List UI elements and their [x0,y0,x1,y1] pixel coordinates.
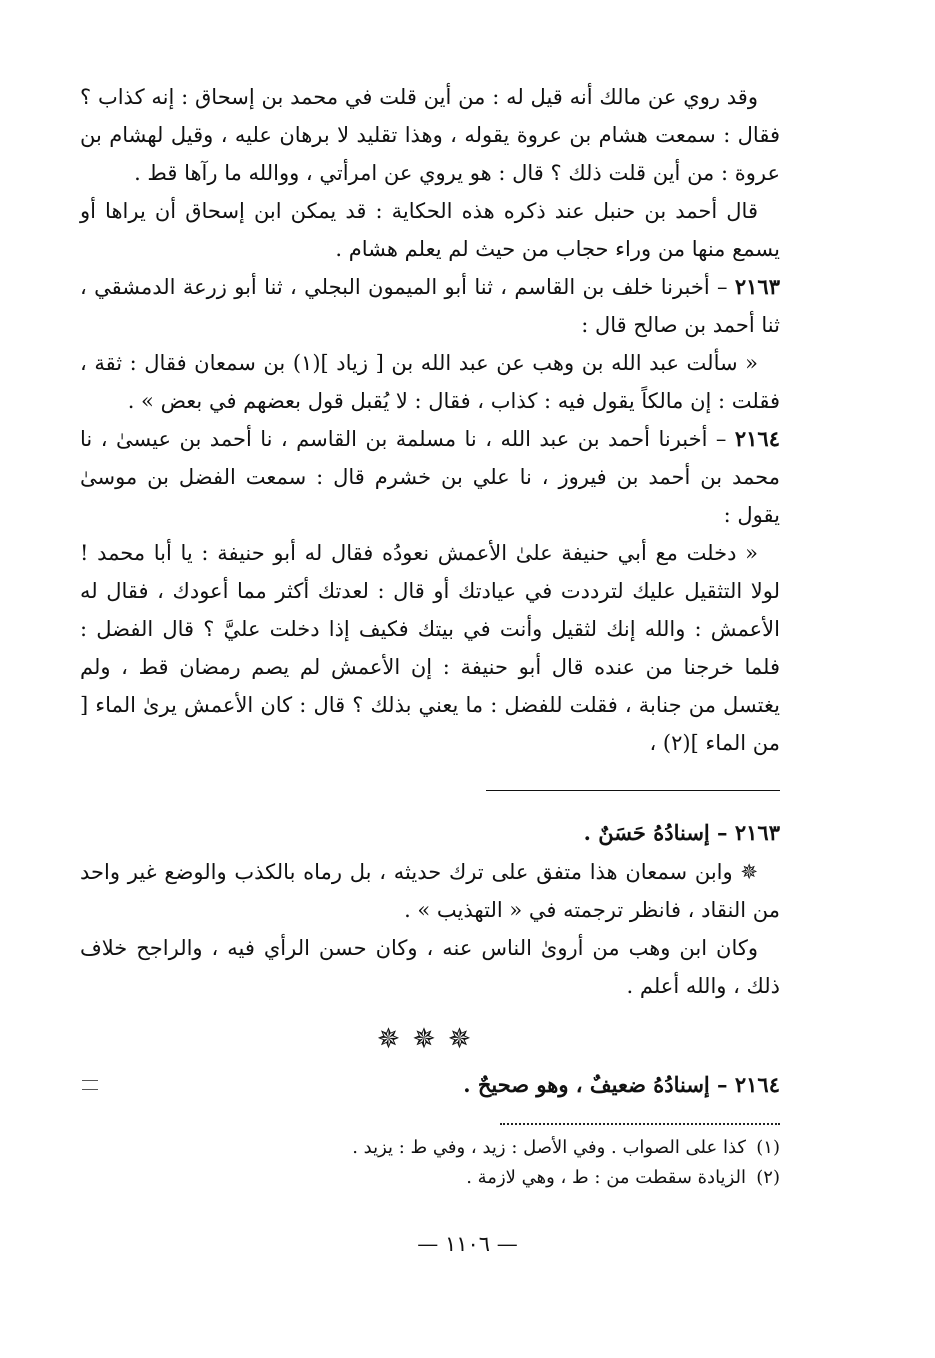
paragraph-2164-text: – أخبرنا أحمد بن عبد الله ، نا مسلمة بن القاسم ، نا أحمد بن عيسىٰ ، نا محمد بن أحمد بن فيروز ، نا علي بن خشرم قال : سمعت الفضل بن موسىٰ يقول : [80,427,780,527]
note-heading-2163: ٢١٦٣ – إسنادُهُ حَسَنٌ . [583,820,780,845]
paragraph-2: قال أحمد بن حنبل عند ذكره هذه الحكاية : قد يمكن ابن إسحاق أن يراها أو يسمع منها من وراء حجاب من حيث لم يعلم هشام . [80,199,780,261]
footnote-mark: (١) [756,1137,780,1158]
footnote-item [80,1133,780,1163]
footnote-separator [500,1123,780,1125]
paragraph-quote-2: « دخلت مع أبي حنيفة علىٰ الأعمش نعودُه فقال له أبو حنيفة : يا أبا محمد ! لولا التثقيل عليك لترددت في عيادتك أو قال : لعدتك أكثر مما أعودك ، فقال له الأعمش : والله إنك لثقيل وأنت في بيتك فكيف إذا دخلت عليَّ ؟ قال الفضل : فلما خرجنا من عنده قال أبو حنيفة : إن الأعمش لم يصم رمضان قط ، ولم يغتسل من جنابة ، فقلت للفضل : ما يعني بذلك ؟ قال : كان الأعمش يرىٰ الماء [ من الماء ](٢) ، [80,541,780,755]
page-number: — ١١٠٦ — [417,1232,518,1256]
footnote-text: الزيادة سقطت من : ط ، وهي لازمة . [466,1167,746,1188]
section-divider-stars: ✵✵✵ [376,1022,484,1055]
note-paragraph-2: وكان ابن وهب من أروىٰ الناس عنه ، وكان حسن الرأي فيه ، والراجح خلاف ذلك ، والله أعلم . [80,936,780,998]
footnote-text: كذا على الصواب . وفي الأصل : زيد ، وفي ط : يزيد . [352,1137,746,1158]
hadith-number-2163: ٢١٦٣ [734,274,780,299]
note-paragraph-1: ✵ وابن سمعان هذا متفق على ترك حديثه ، بل رماه بالكذب والوضع غير واحد من النقاد ، فانظر ترجمته في « التهذيب » . [80,860,780,922]
page-body [80,78,780,1193]
paragraph-2163-text: – أخبرنا خلف بن القاسم ، ثنا أبو الميمون البجلي ، ثنا أبو زرعة الدمشقي ، ثنا أحمد بن صالح قال : [80,275,780,337]
footnotes [80,1133,780,1193]
separator-line [486,790,780,791]
hadith-number-2164: ٢١٦٤ [734,426,780,451]
paragraph-1: وقد روي عن مالك أنه قيل له : من أين قلت في محمد بن إسحاق : إنه كذاب ؟ فقال : سمعت هشام بن عروة يقوله ، وهذا تقليد لا برهان عليه ، وقيل لهشام بن عروة : من أين قلت ذلك ؟ قال : هو يروي عن امرأتي ، ووالله ما رآها قط . [80,85,780,185]
footnote-mark: (٢) [756,1167,780,1188]
margin-mark [82,1080,98,1090]
paragraph-quote-1: « سألت عبد الله بن وهب عن عبد الله بن [ زياد ](١) بن سمعان فقال : ثقة ، فقلت : إن مالكاً يقول فيه : كذاب ، فقال : لا يُقبل قول بعضهم في بعض » . [80,351,780,413]
note-heading-2164: ٢١٦٤ – إسنادُهُ ضعيفٌ ، وهو صحيحٌ . [463,1072,780,1097]
paragraph-2164 [80,420,780,534]
footnote-item [80,1163,780,1193]
paragraph-2163 [80,268,780,344]
